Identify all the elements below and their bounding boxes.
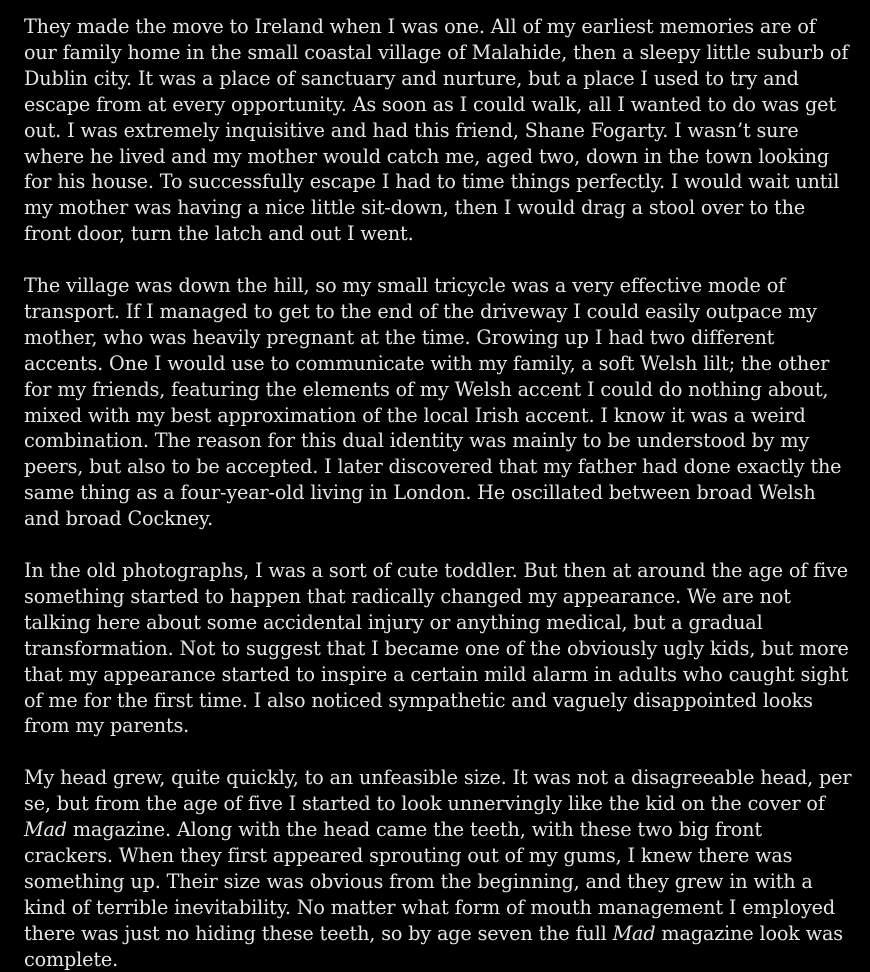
paragraph-3: In the old photographs, I was a sort of cute toddler. But then at around the age of five something started to happen that radically changed my appearance. We are not talking here about some accidental injury or anything medical, but a gradual transformation. Not to suggest that I became one of the obviously ugly kids, but more that my appearance started to inspire a certain mild alarm in adults who caught sight of me for the first time. I also noticed sympathetic and vaguely disappointed looks from my parents. <box>24 559 849 738</box>
paragraph-4-text-c: magazine. Along with the head came the teeth, with these two big front crackers. When they first appeared sprouting out of my gums, I knew there was something up. Their size was obvious from the beginning, and they grew in with a kind of terrible inevitability. No matter what form of mouth management I employed there was just no hiding these teeth, so by age seven the full <box>24 818 835 945</box>
magazine-title-1: Mad <box>24 818 67 842</box>
paragraph-4 <box>24 765 854 972</box>
magazine-title-2: Mad <box>612 921 656 945</box>
document-page <box>24 14 854 972</box>
paragraph-2: The village was down the hill, so my small tricycle was a very effective mode of transport. If I managed to get to the end of the driveway I could easily outpace my mother, who was heavily pregnant at the time. Growing up I had two different accents. One I would use to communicate with my family, a soft Welsh lilt; the other for my friends, featuring the elements of my Welsh accent I could do nothing about, mixed with my best approximation of the local Irish accent. I know it was a weird combination. The reason for this dual identity was mainly to be understood by my peers, but also to be accepted. I later discovered that my father had done exactly the same thing as a four-year-old living in London. He oscillated between broad Welsh and broad Cockney. <box>24 274 842 531</box>
paragraph-4-text-e: magazine look was complete. <box>24 921 843 971</box>
paragraph-4-text-a: My head grew, quite quickly, to an unfeasible size. It was not a disagreeable head, per se, but from the age of five I started to look unnervingly like the kid on the cover of <box>24 766 852 816</box>
paragraph-1: They made the move to Ireland when I was one. All of my earliest memories are of our family home in the small coastal village of Malahide, then a sleepy little suburb of Dublin city. It was a place of sanctuary and nurture, but a place I used to try and escape from at every opportunity. As soon as I could walk, all I wanted to do was get out. I was extremely inquisitive and had this friend, Shane Fogarty. I wasn’t sure where he lived and my mother would catch me, aged two, down in the town looking for his house. To successfully escape I had to time things perfectly. I would wait until my mother was having a nice little sit-down, then I would drag a stool over to the front door, turn the latch and out I went. <box>24 15 849 246</box>
